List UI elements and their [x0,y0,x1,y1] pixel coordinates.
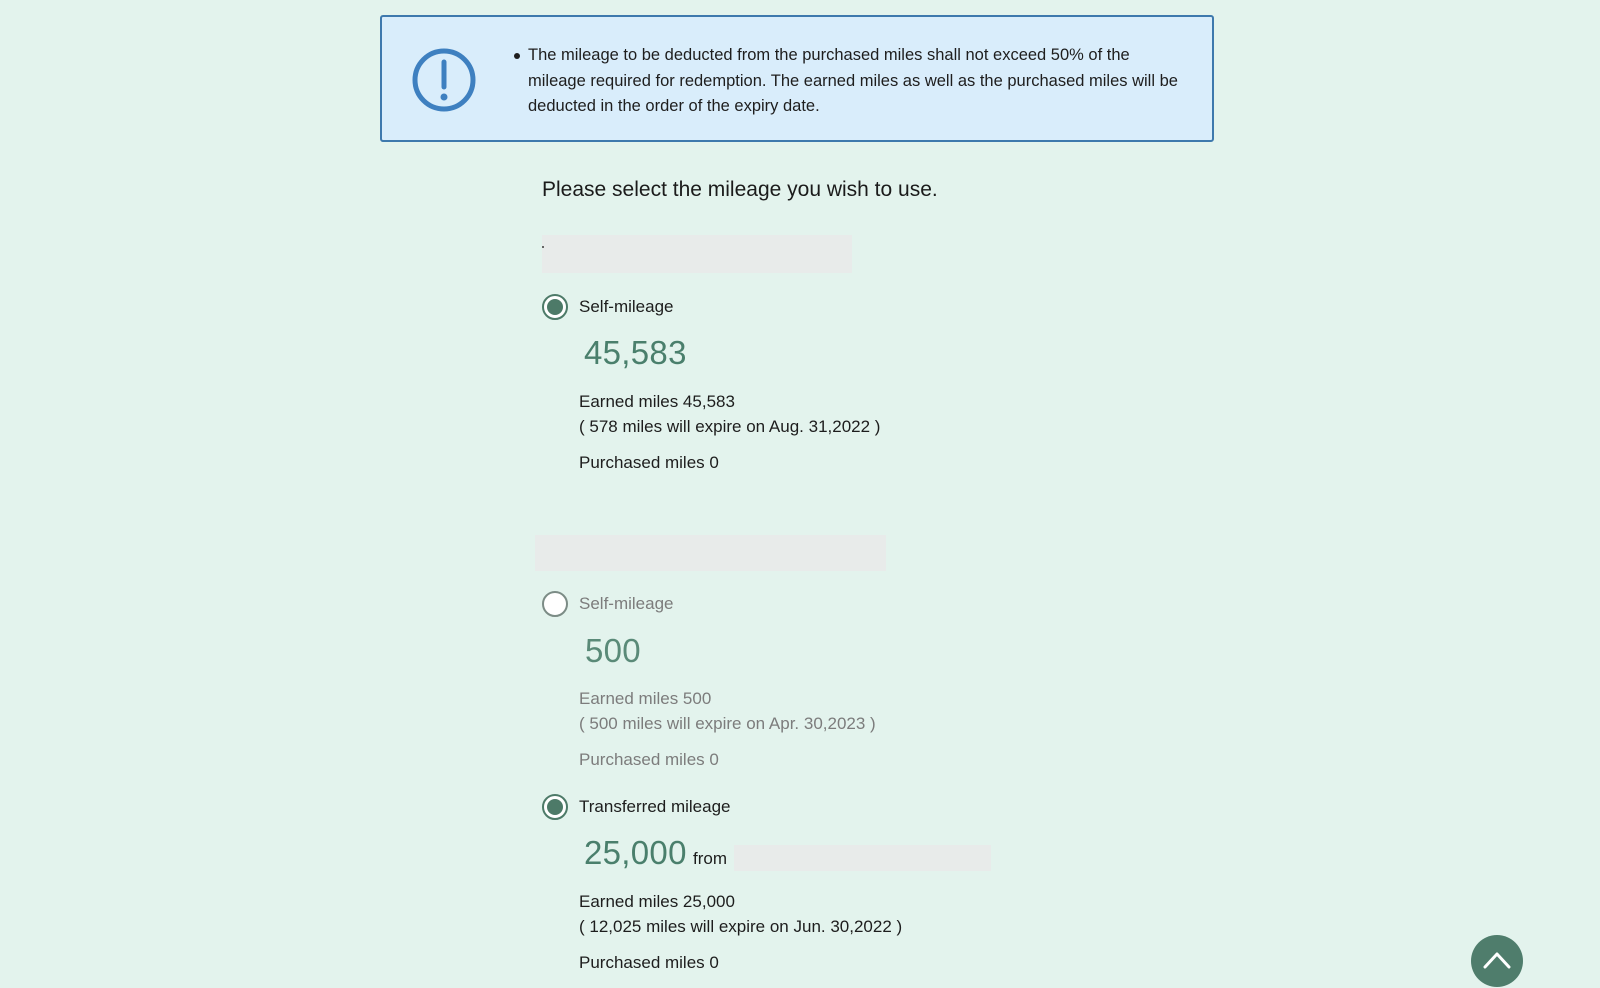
exclamation-circle-icon [412,48,476,112]
expiry-note: ( 12,025 miles will expire on Jun. 30,2022 ) [579,917,903,936]
option-radio-self-mileage-2[interactable] [542,591,568,617]
option-label[interactable]: Self-mileage [579,594,674,613]
purchased-miles: Purchased miles 0 [579,750,719,769]
expiry-note: ( 578 miles will expire on Aug. 31,2022 ) [579,417,881,436]
option-radio-self-mileage-1[interactable] [542,294,568,320]
option-radio-transferred-mileage[interactable] [542,794,568,820]
redacted-account-name [535,535,886,571]
mileage-amount: 45,583 [584,334,687,371]
earned-miles: Earned miles 45,583 [579,392,735,411]
from-label: from [693,849,727,868]
redaction-dot [542,246,544,248]
option-label[interactable]: Self-mileage [579,297,674,316]
redacted-transfer-source [734,845,991,871]
redacted-account-name [542,235,852,273]
purchased-miles: Purchased miles 0 [579,953,719,972]
notice-item: The mileage to be deducted from the purchased miles shall not exceed 50% of the mileage required for redemption. The earned miles as well as the purchased miles will be deducted in the order of the expiry date. [528,43,1188,120]
expiry-note: ( 500 miles will expire on Apr. 30,2023 ) [579,714,876,733]
scroll-to-top-button[interactable] [1471,935,1523,987]
option-label[interactable]: Transferred mileage [579,797,731,816]
page-heading: Please select the mileage you wish to use. [542,178,938,201]
mileage-amount: 25,000 [584,834,687,871]
mileage-amount: 500 [585,632,641,669]
earned-miles: Earned miles 500 [579,689,712,708]
notice-box [380,15,1214,142]
notice-list [528,43,1188,120]
chevron-up-icon [1483,949,1511,971]
earned-miles: Earned miles 25,000 [579,892,735,911]
purchased-miles: Purchased miles 0 [579,453,719,472]
